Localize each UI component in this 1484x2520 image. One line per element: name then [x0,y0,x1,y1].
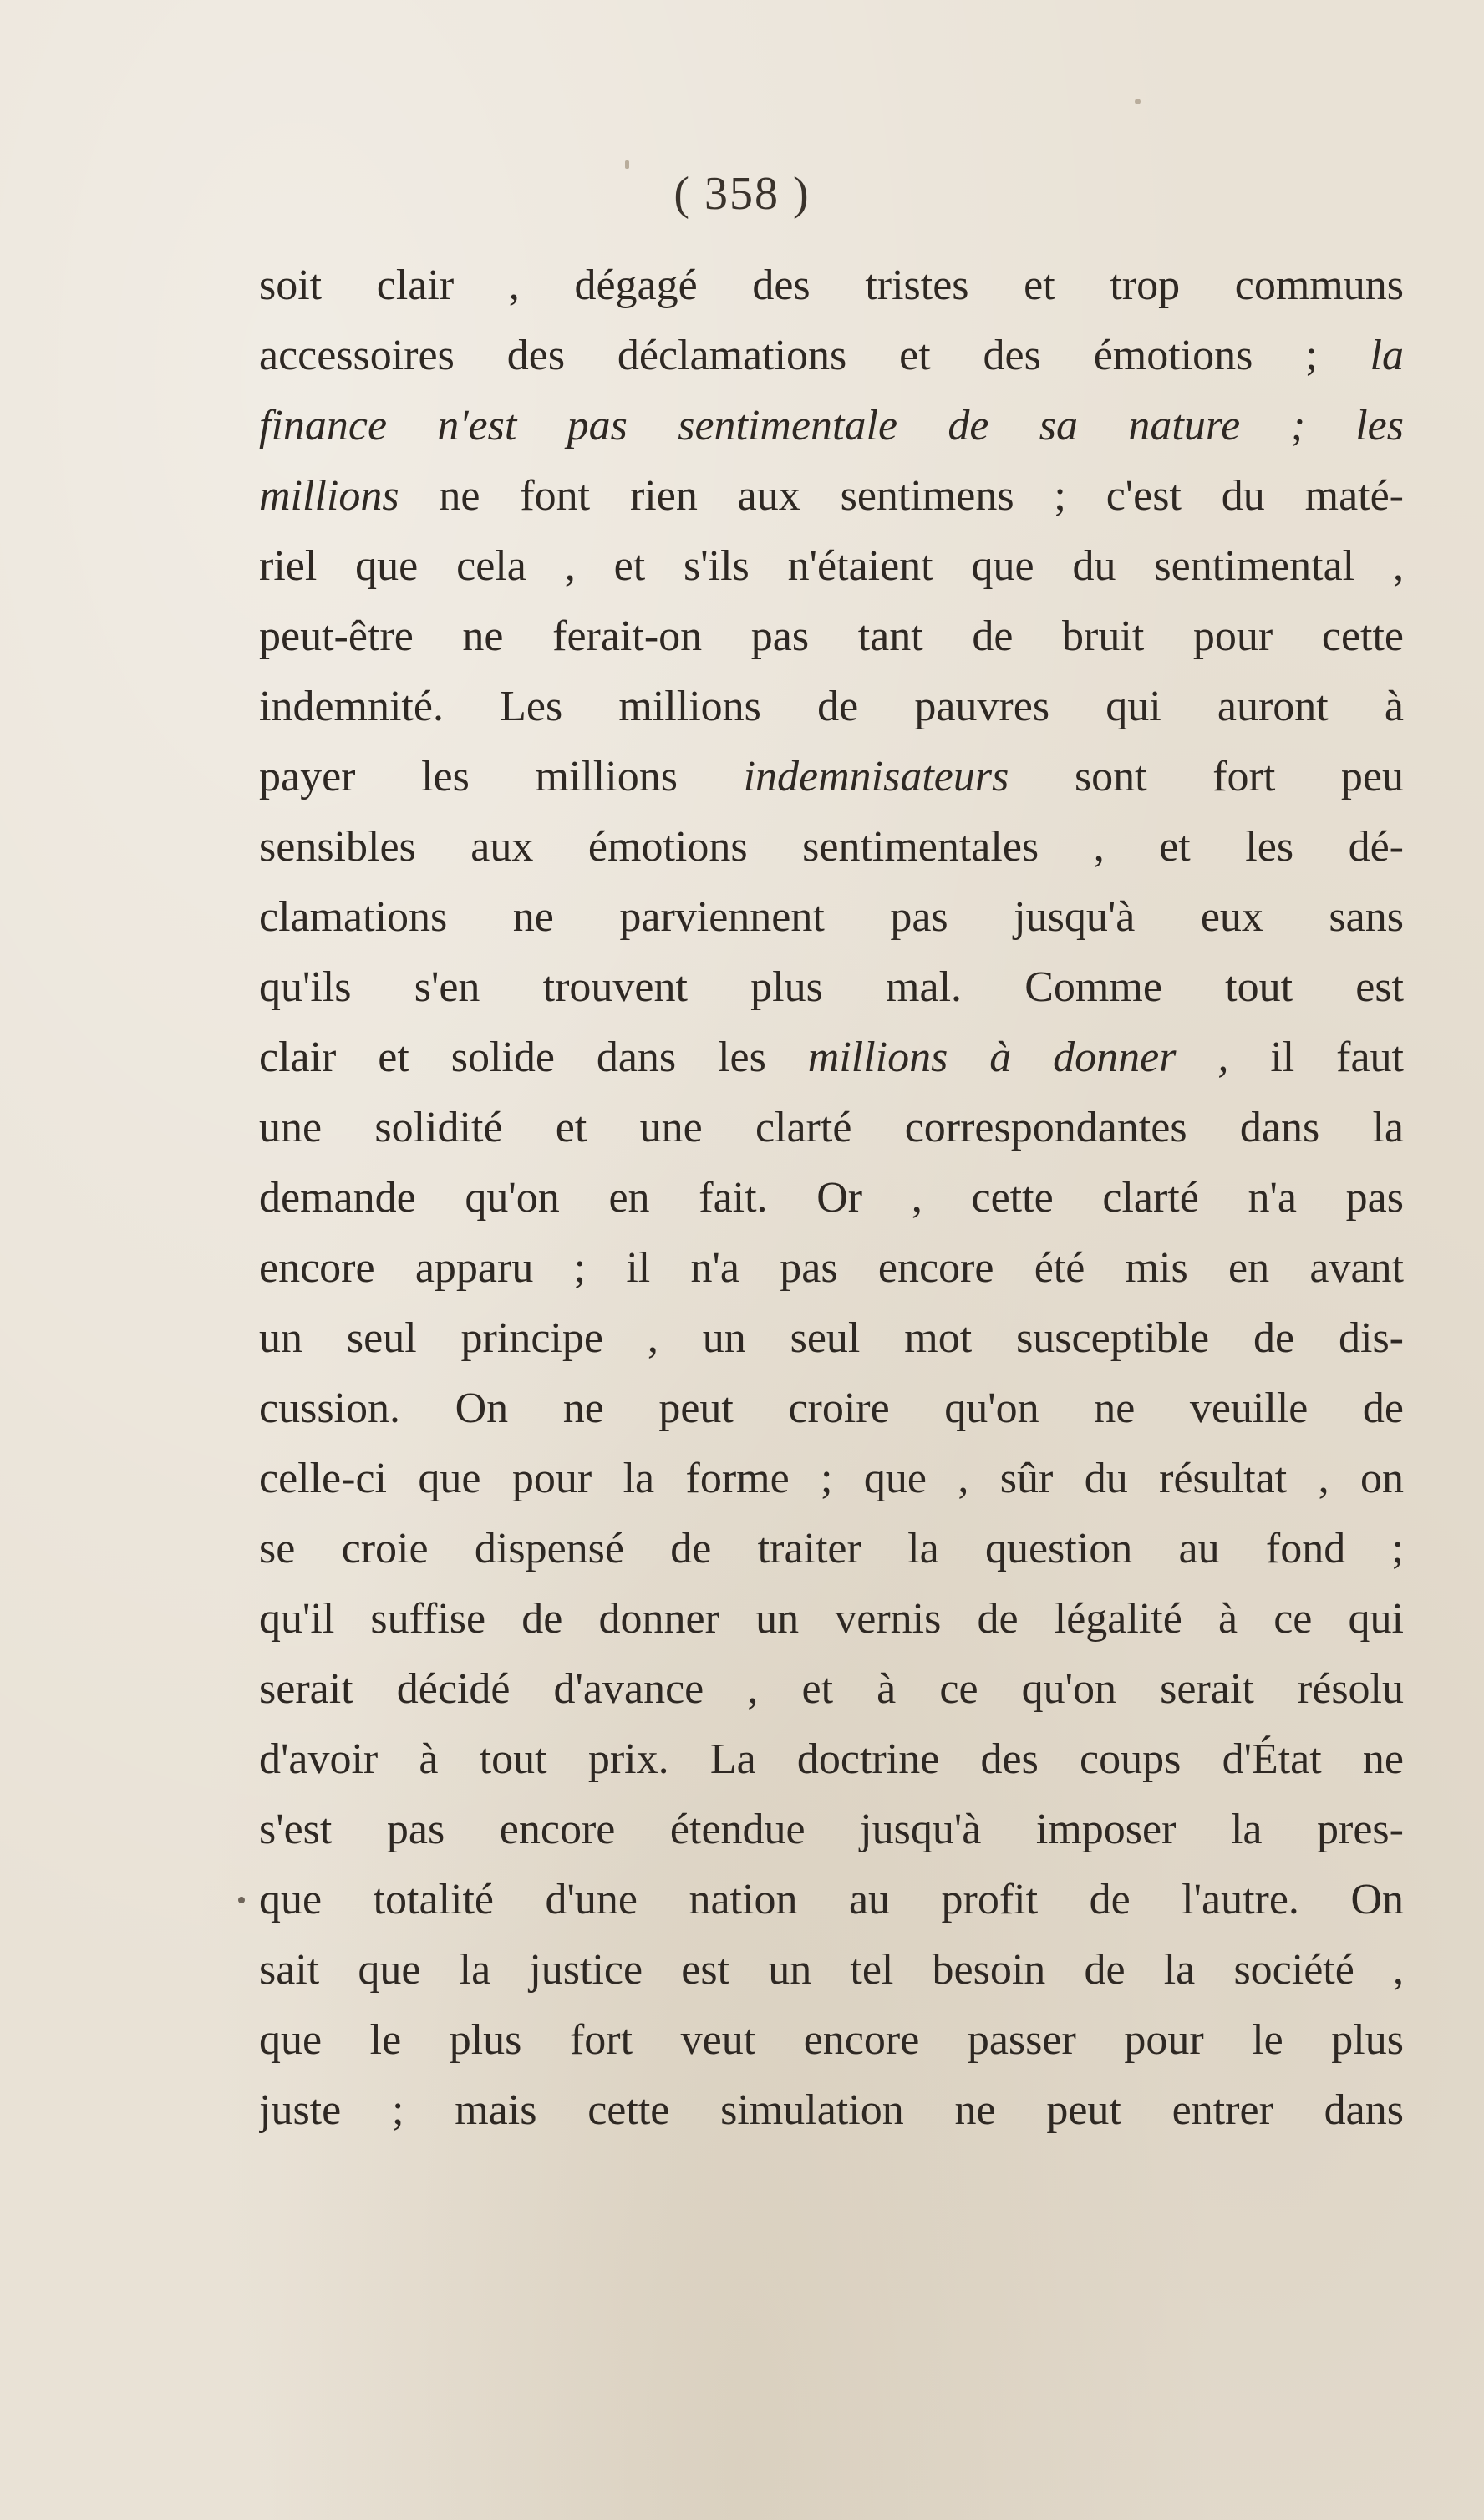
text-run: il faut [1228,1034,1404,1081]
text-line [259,531,1404,602]
text-line [259,1795,1404,1865]
text-run: riel que cela , et s'ils n'étaient que du sentimental , [259,542,1404,590]
text-run: soit clair , dégagé des tristes et trop communs [259,262,1404,309]
text-line [259,1374,1404,1444]
text-run: payer les millions [259,753,744,800]
text-run: que le plus fort veut encore passer pour le plus [259,2016,1404,2064]
text-line [259,1163,1404,1233]
text-line [259,461,1404,531]
text-line [259,321,1404,391]
text-line [259,1023,1404,1093]
italic-text: la [1370,332,1404,379]
text-line [259,1233,1404,1303]
text-line [259,251,1404,321]
text-line [259,1725,1404,1795]
text-line [259,1654,1404,1725]
text-run: cussion. On ne peut croire qu'on ne veuille de [259,1384,1404,1432]
text-line [259,882,1404,953]
text-run: se croie dispensé de traiter la question au fond ; [259,1525,1404,1572]
text-run: un seul principe , un seul mot susceptible de dis- [259,1314,1404,1362]
text-run: clamations ne parviennent pas jusqu'à eux sans [259,893,1404,941]
text-line [259,1514,1404,1584]
text-line [259,1093,1404,1163]
text-run: sont fort peu [1009,753,1404,800]
text-run: demande qu'on en fait. Or , cette clarté n'a pas [259,1174,1404,1222]
text-run: sensibles aux émotions sentimentales , et les dé- [259,823,1404,871]
text-run: sait que la justice est un tel besoin de la société , [259,1946,1404,1994]
paper-speck [238,1897,245,1903]
text-line [259,602,1404,672]
text-line [259,2075,1404,2146]
paper-speck [1135,99,1141,104]
text-run: une solidité et une clarté correspondantes dans la [259,1104,1404,1151]
text-run: s'est pas encore étendue jusqu'à imposer la pres- [259,1806,1404,1853]
text-run: qu'ils s'en trouvent plus mal. Comme tout est [259,963,1404,1011]
text-line [259,2005,1404,2075]
text-run: juste ; mais cette simulation ne peut entrer dans [259,2086,1404,2134]
italic-text: finance n'est pas sentimentale de sa nature ; les [259,402,1404,450]
text-run: encore apparu ; il n'a pas encore été mis en avant [259,1244,1404,1292]
text-line [259,953,1404,1023]
text-run: serait décidé d'avance , et à ce qu'on serait résolu [259,1665,1404,1713]
paper-speck [625,160,629,169]
italic-text: millions à donner , [807,1034,1229,1081]
text-run: ne font rien aux sentimens ; c'est du maté- [399,472,1404,520]
text-line [259,1865,1404,1935]
body-text [259,251,1404,2146]
text-run: clair et solide dans les [259,1034,808,1081]
italic-text: millions [259,472,399,520]
italic-text: indemnisateurs [743,753,1009,800]
text-run: peut-être ne ferait-on pas tant de bruit pour cette [259,612,1404,660]
text-run: d'avoir à tout prix. La doctrine des coups d'État ne [259,1735,1404,1783]
text-line [259,1584,1404,1654]
page-number: ( 358 ) [673,168,811,220]
text-run: accessoires des déclamations et des émotions ; [259,332,1370,379]
text-run: celle-ci que pour la forme ; que , sûr du résultat , on [259,1455,1404,1502]
text-run: que totalité d'une nation au profit de l'autre. On [259,1876,1404,1923]
text-line [259,391,1404,461]
text-line [259,812,1404,882]
text-line [259,1444,1404,1514]
text-run: indemnité. Les millions de pauvres qui auront à [259,683,1404,730]
text-run: qu'il suffise de donner un vernis de légalité à ce qui [259,1595,1404,1643]
text-line [259,1303,1404,1374]
text-line [259,742,1404,812]
text-line [259,672,1404,742]
text-line [259,1935,1404,2005]
